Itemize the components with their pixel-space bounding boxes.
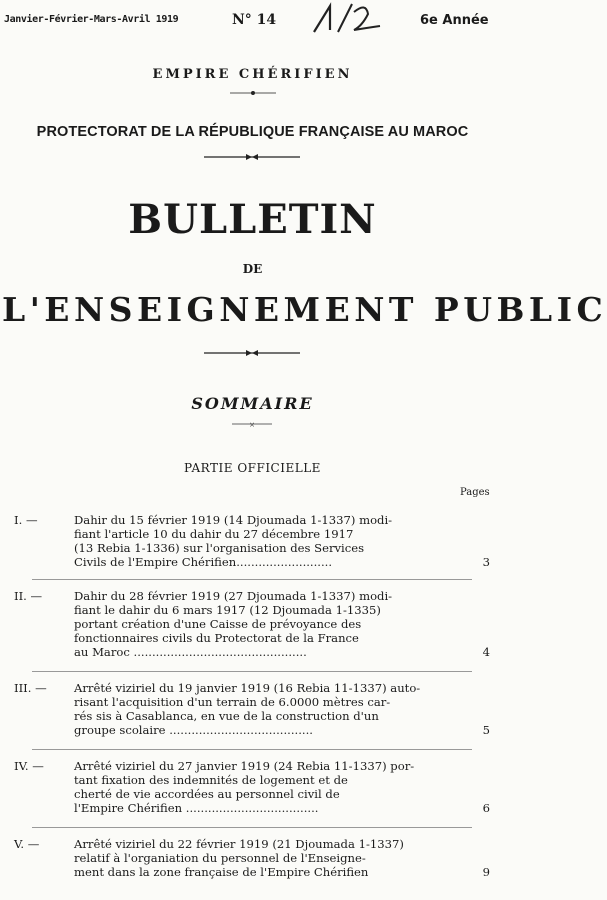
toc-entry-text: fonctionnaires civils du Protectorat de la France (74, 631, 359, 645)
handwritten-annotation-mark (308, 0, 388, 36)
toc-entry-text: fiant l'article 10 du dahir du 27 décembre 1917 (74, 527, 354, 541)
publication-subtitle: L'ENSEIGNEMENT PUBLIC (2, 290, 607, 329)
publication-year: 6e Année (420, 13, 489, 28)
ornament-divider (202, 348, 302, 358)
sommaire-heading: SOMMAIRE (191, 394, 314, 413)
entry-separator (32, 579, 472, 580)
entry-separator (32, 827, 472, 828)
toc-entry-text: au Maroc ............................................... (74, 645, 307, 659)
toc-entry-text: l'Empire Chérifien .................................... (74, 801, 319, 815)
svg-text:×: × (249, 421, 255, 429)
toc-entry-text: risant l'acquisition d'un terrain de 6.0000 mètres car- (74, 695, 391, 709)
title-connector: DE (242, 262, 263, 276)
toc-entry (14, 589, 496, 659)
toc-entry-number: V. — (14, 837, 40, 851)
empire-heading: EMPIRE CHÉRIFIEN (152, 67, 353, 82)
toc-entry-number: II. — (14, 589, 43, 603)
toc-entry-text: Arrêté viziriel du 27 janvier 1919 (24 Rebia 11-1337) por- (74, 759, 415, 773)
entry-separator (32, 749, 472, 750)
toc-entry-page: 9 (482, 865, 490, 879)
toc-entry-number: I. — (14, 513, 38, 527)
toc-entry-text: groupe scolaire ....................................... (74, 723, 313, 737)
toc-entry-number: III. — (14, 681, 47, 695)
toc-entry-text: rés sis à Casablanca, en vue de la construction d'un (74, 709, 379, 723)
toc-entry-text: Dahir du 15 février 1919 (14 Djoumada 1-1337) modi- (74, 513, 393, 527)
entry-separator (32, 671, 472, 672)
ornament-divider (202, 152, 302, 162)
toc-entry-page: 6 (482, 801, 490, 815)
toc-entry-text: cherté de vie accordées au personnel civil de (74, 787, 340, 801)
toc-entry-page: 5 (482, 723, 490, 737)
toc-entry-text: (13 Rebia 1-1336) sur l'organisation des Services (74, 541, 365, 555)
toc-entry-text: Dahir du 28 février 1919 (27 Djoumada 1-1337) modi- (74, 589, 393, 603)
protectorat-heading: PROTECTORAT DE LA RÉPUBLIQUE FRANÇAISE AU MAROC (36, 124, 469, 140)
toc-entry (14, 513, 496, 569)
toc-entry-text: relatif à l'organiation du personnel de l'Enseigne- (74, 851, 366, 865)
toc-entry-text: portant création d'une Caisse de prévoyance des (74, 617, 362, 631)
toc-entry (14, 681, 496, 737)
toc-entry-text: fiant le dahir du 6 mars 1917 (12 Djoumada 1-1335) (74, 603, 381, 617)
section-heading: PARTIE OFFICIELLE (184, 461, 321, 475)
toc-entry-text: Arrêté viziriel du 22 février 1919 (21 Djoumada 1-1337) (74, 837, 404, 851)
issue-number: N° 14 (232, 12, 277, 28)
toc-entry (14, 759, 496, 815)
toc-entry-text: tant fixation des indemnités de logement et de (74, 773, 348, 787)
toc-entry (14, 837, 496, 879)
ornament-divider (230, 420, 274, 428)
toc-entry-text: Civils de l'Empire Chérifien.......................... (74, 555, 333, 569)
toc-entry-page: 3 (482, 555, 490, 569)
bulletin-title: BULLETIN (128, 196, 377, 243)
toc-entry-number: IV. — (14, 759, 44, 773)
issue-date: Janvier-Février-Mars-Avril 1919 (4, 14, 179, 25)
toc-entry-text: Arrêté viziriel du 19 janvier 1919 (16 Rebia 11-1337) auto- (74, 681, 421, 695)
pages-column-label: Pages (460, 487, 490, 498)
toc-entry-text: ment dans la zone française de l'Empire Chérifien (74, 865, 369, 879)
ornament-divider (228, 88, 278, 98)
toc-entry-page: 4 (482, 645, 490, 659)
